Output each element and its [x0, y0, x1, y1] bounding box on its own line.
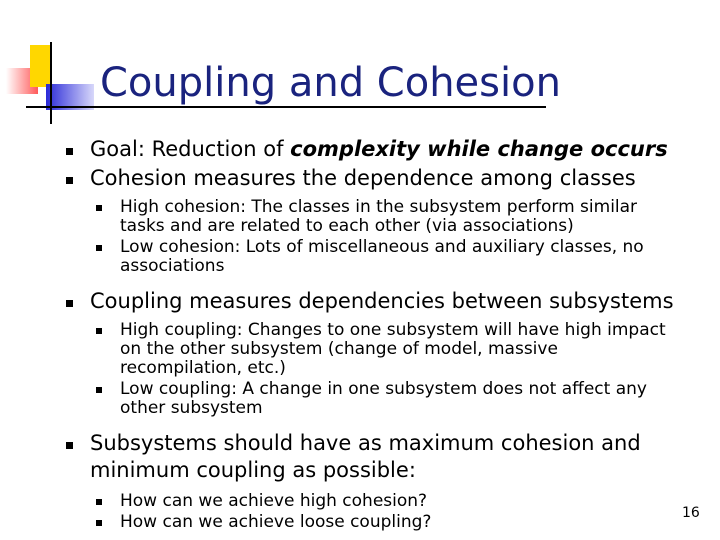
bullet-coupling: [64, 288, 704, 315]
slide-logo-decoration: [0, 0, 100, 130]
bullet-goal-emphasis: complexity while change occurs: [290, 137, 668, 161]
sub-bullet-text: Low coupling: A change in one subsystem does not affect any other subsystem: [120, 379, 647, 418]
sub-bullet-text: High coupling: Changes to one subsystem will have high impact on the other subsystem (change of model, massive recompilation, etc.): [120, 320, 666, 378]
sub-bullet-text: High cohesion: The classes in the subsystem perform similar tasks and are related to each other (via associations): [120, 197, 638, 236]
sub-bullet-text: Low cohesion: Lots of miscellaneous and auxiliary classes, no associations: [120, 237, 644, 276]
slide-title: Coupling and Cohesion: [100, 60, 561, 106]
bullet-cohesion: [64, 165, 704, 192]
bullet-goal: [64, 136, 704, 163]
bullet-subsystems: [64, 430, 704, 484]
square-bullet-icon: [96, 499, 102, 505]
square-bullet-icon: [96, 520, 102, 526]
sub-bullet-loose-coupling-question: [94, 513, 704, 532]
bullet-subsystems-text: Subsystems should have as maximum cohesion and minimum coupling as possible:: [90, 431, 641, 482]
title-underline-rule: [26, 106, 546, 108]
square-bullet-icon: [66, 300, 73, 307]
square-bullet-icon: [66, 177, 73, 184]
square-bullet-icon: [96, 245, 102, 251]
page-number: 16: [682, 505, 700, 521]
square-bullet-icon: [96, 387, 102, 393]
square-bullet-icon: [96, 205, 102, 211]
sub-bullet-text: How can we achieve loose coupling?: [120, 512, 432, 532]
square-bullet-icon: [66, 148, 73, 155]
sub-bullet-high-cohesion: [94, 198, 704, 236]
bullet-coupling-text: Coupling measures dependencies between subsystems: [90, 289, 674, 313]
sub-bullet-high-cohesion-question: [94, 492, 704, 511]
bullet-cohesion-text: Cohesion measures the dependence among classes: [90, 166, 636, 190]
sub-bullet-low-cohesion: [94, 238, 704, 276]
slide-body: [64, 136, 704, 532]
sub-bullet-text: How can we achieve high cohesion?: [120, 491, 428, 511]
yellow-square-decoration: [30, 45, 52, 87]
square-bullet-icon: [66, 442, 73, 449]
vertical-rule: [50, 42, 52, 124]
sub-bullet-low-coupling: [94, 380, 704, 418]
sub-bullet-high-coupling: [94, 321, 704, 378]
square-bullet-icon: [96, 328, 102, 334]
bullet-goal-text: Goal: Reduction of: [90, 137, 291, 161]
